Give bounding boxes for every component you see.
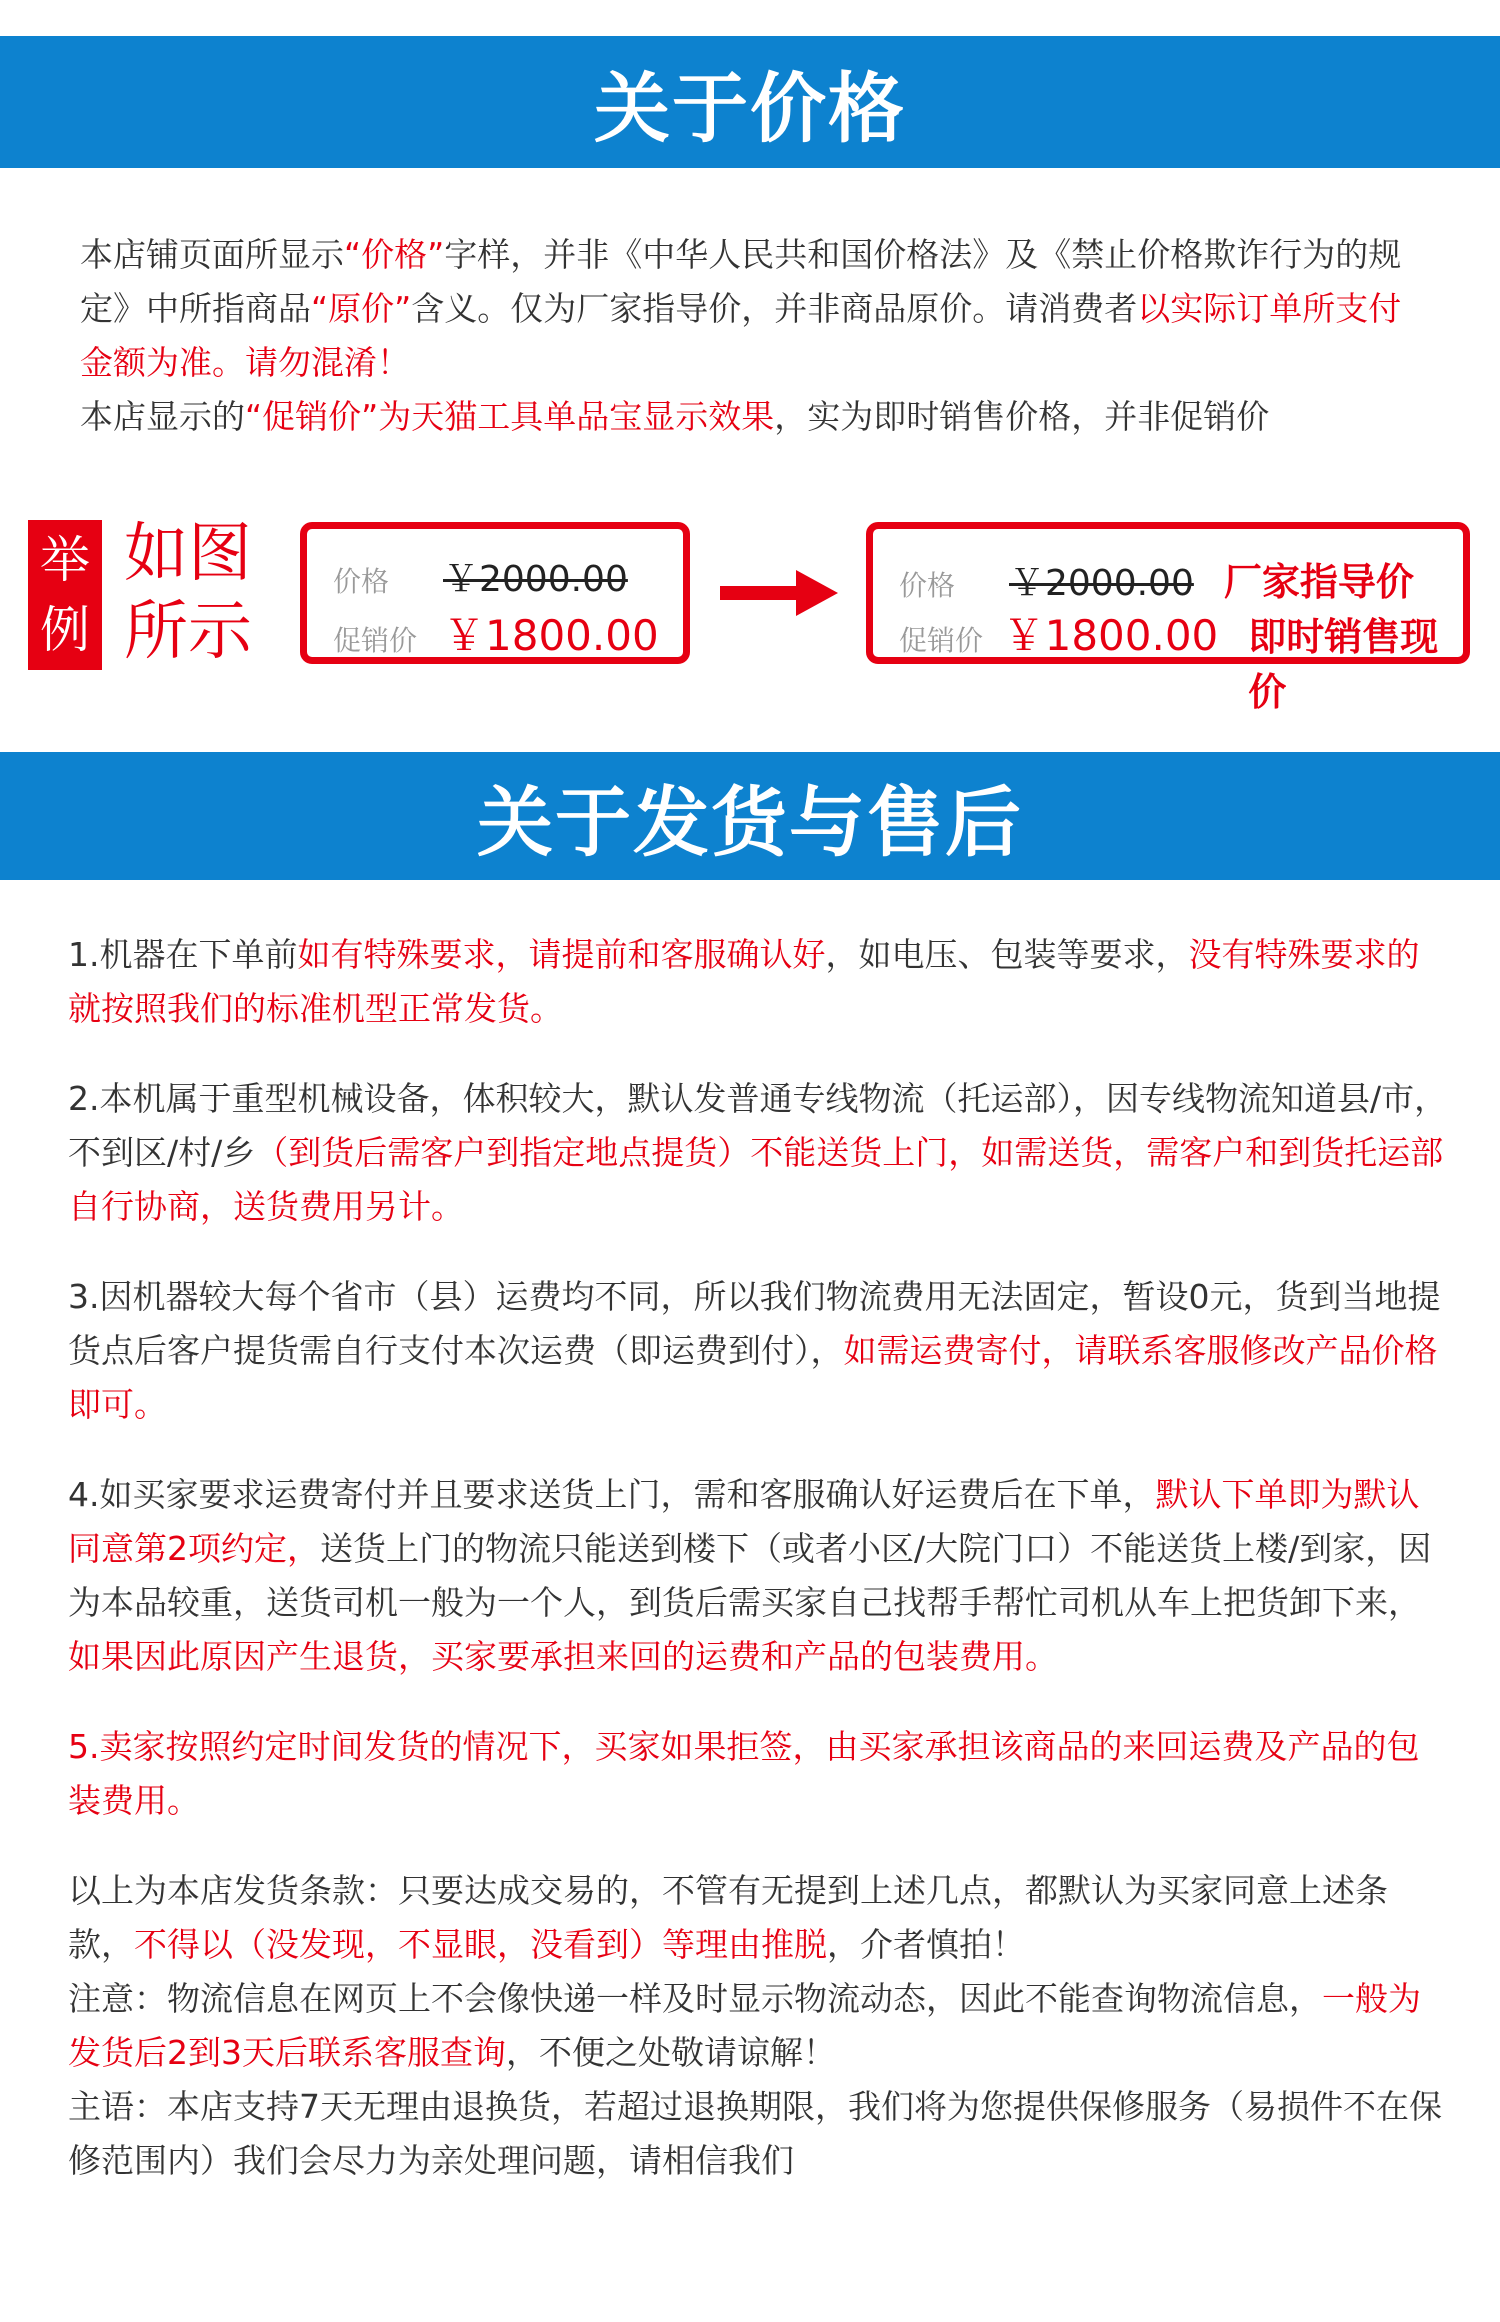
example-caption — [124, 515, 252, 671]
logistics-note: 注意：物流信息在网页上不会像快递一样及时显示物流动态，因此不能查询物流信息，一般为发货后2到3天后联系客服查询，不便之处敬请谅解！ — [68, 1979, 1421, 2072]
promo-label: 促销价 — [333, 624, 418, 657]
promo-price: ￥1800.00 — [1002, 611, 1219, 660]
price-section-title: 关于价格 — [594, 63, 906, 153]
shipping-section-title: 关于发货与售后 — [477, 777, 1023, 867]
shipping-item-3: 3.因机器较大每个省市（县）运费均不同，所以我们物流费用无法固定，暂设0元，货到当地提货点后客户提货需自行支付本次运费（即运费到付），如需运费寄付，请联系客服修改产品价格即可。 — [68, 1277, 1441, 1424]
shipping-item-1: 1.机器在下单前如有特殊要求，请提前和客服确认好，如电压、包装等要求，没有特殊要求的就按照我们的标准机型正常发货。 — [68, 935, 1420, 1028]
price-disclaimer-para2: 本店显示的“促销价”为天猫工具单品宝显示效果，实为即时销售价格，并非促销价 — [80, 397, 1270, 436]
promo-label: 促销价 — [899, 624, 984, 657]
price-row — [899, 551, 1414, 606]
price-note: 厂家指导价 — [1223, 560, 1414, 604]
shipping-section-header — [0, 752, 1500, 880]
promo-note: 即时销售现价 — [1248, 615, 1439, 714]
example-caption-line-1: 如图 — [124, 517, 252, 591]
price-disclaimer — [80, 228, 1420, 444]
example-badge-char-1: 举 — [40, 531, 90, 589]
price-label: 价格 — [333, 565, 390, 598]
example-badge-char-2: 例 — [40, 601, 90, 659]
example-caption-line-2: 所示 — [124, 595, 252, 669]
price-disclaimer-para1: 本店铺页面所显示“价格”字样，并非《中华人民共和国价格法》及《禁止价格欺诈行为的规定》中所指商品“原价”含义。仅为厂家指导价，并非商品原价。请消费者以实际订单所支付金额为准。请勿混淆！ — [80, 235, 1402, 382]
original-price: ￥2000.00 — [1009, 563, 1194, 604]
promo-price: ￥1800.00 — [443, 611, 659, 660]
promo-row — [899, 603, 1463, 716]
right-arrow-icon — [720, 570, 838, 616]
shipping-terms-summary: 以上为本店发货条款：只要达成交易的，不管有无提到上述几点，都默认为买家同意上述条款，不得以（没发现，不显眼，没看到）等理由推脱，介者慎拍！ — [68, 1871, 1388, 1964]
price-row — [333, 551, 628, 602]
price-box-before — [300, 522, 690, 664]
shipping-item-2: 2.本机属于重型机械设备，体积较大，默认发普通专线物流（托运部），因专线物流知道县/市，不到区/村/乡（到货后需客户到指定地点提货）不能送货上门，如需送货，需客户和到货托运部自行协商，送货费用另计。 — [68, 1079, 1448, 1226]
promo-row — [333, 603, 659, 663]
price-box-after — [866, 522, 1470, 714]
shipping-item-5: 5.卖家按照约定时间发货的情况下，买家如果拒签，由买家承担该商品的来回运费及产品的包装费用。 — [68, 1727, 1420, 1820]
price-label: 价格 — [899, 569, 956, 602]
original-price: ￥2000.00 — [443, 559, 628, 600]
example-badge — [28, 520, 102, 670]
price-section-header — [0, 36, 1500, 168]
return-policy: 主语：本店支持7天无理由退换货，若超过退换期限，我们将为您提供保修服务（易损件不在保修范围内）我们会尽力为亲处理问题，请相信我们 — [68, 2087, 1442, 2180]
shipping-item-4: 4.如买家要求运费寄付并且要求送货上门，需和客服确认好运费后在下单，默认下单即为默认同意第2项约定，送货上门的物流只能送到楼下（或者小区/大院门口）不能送货上楼/到家，因为本品较重，送货司机一般为一个人，到货后需买家自己找帮手帮忙司机从车上把货卸下来，如果因此原因产生退货，买家要承担来回的运费和产品的包装费用。 — [68, 1475, 1432, 1676]
shipping-terms — [68, 928, 1448, 2188]
